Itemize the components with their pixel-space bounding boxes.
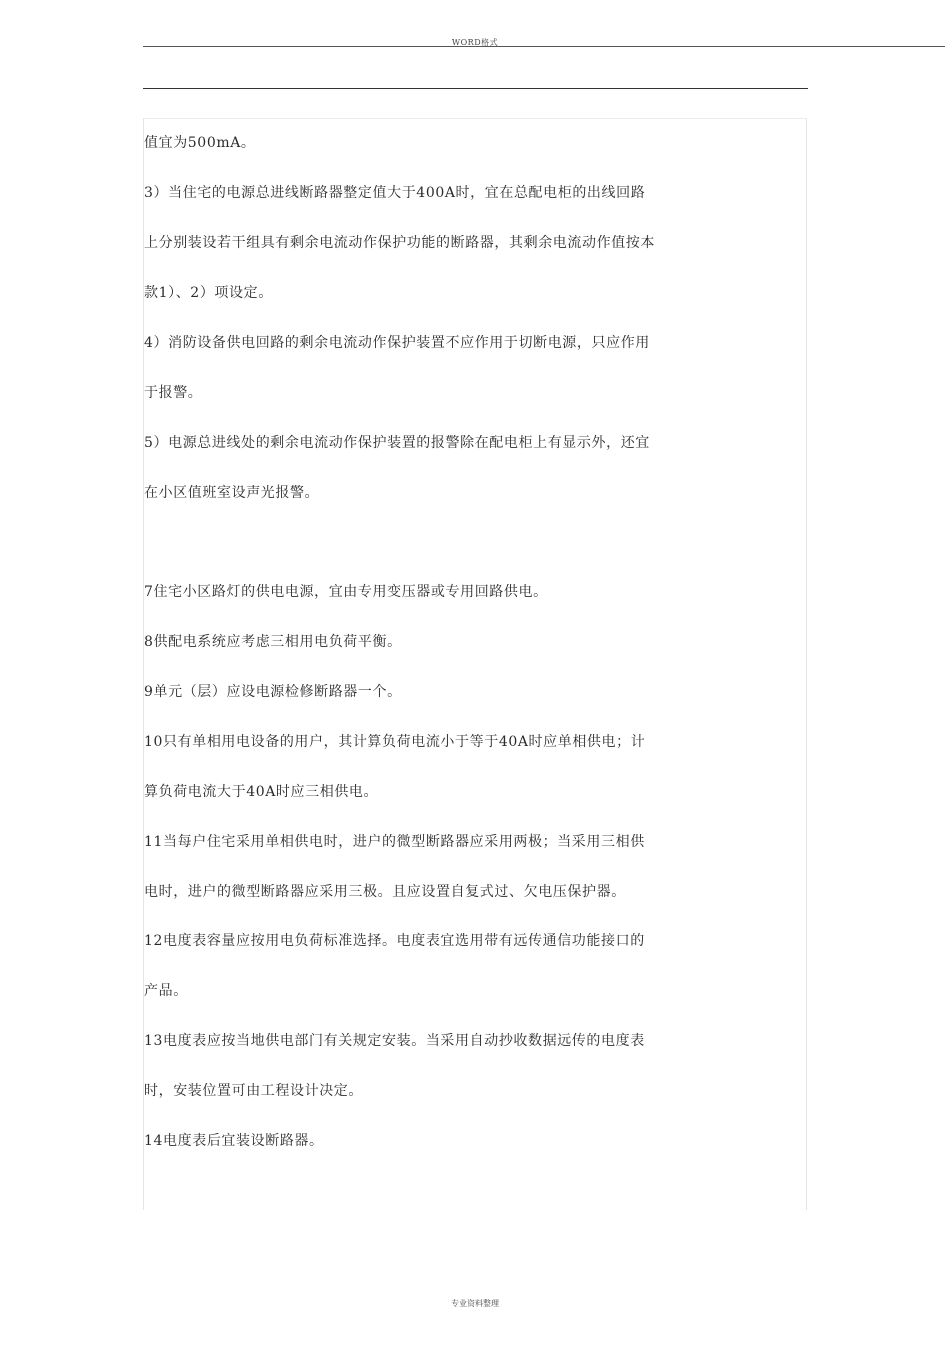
text-line: 3）当住宅的电源总进线断路器整定值大于400A时，宜在总配电柜的出线回路 <box>144 185 646 201</box>
header-rule <box>143 46 945 47</box>
page-footer-label: 专业资料整理 <box>451 1299 499 1308</box>
text-line: 10只有单相用电设备的用户，其计算负荷电流小于等于40A时应单相供电；计 <box>144 734 646 750</box>
text-line: 14电度表后宜装设断路器。 <box>144 1133 324 1149</box>
text-line: 产品。 <box>144 983 188 999</box>
text-line: 值宜为500mA。 <box>144 135 256 151</box>
text-line: 于报警。 <box>144 385 203 401</box>
text-line: 电时，进户的微型断路器应采用三极。且应设置自复式过、欠电压保护器。 <box>144 884 626 900</box>
text-line: 11当每户住宅采用单相供电时，进户的微型断路器应采用两极；当采用三相供 <box>144 834 645 850</box>
text-line: 5）电源总进线处的剩余电流动作保护装置的报警除在配电柜上有显示外，还宜 <box>144 435 650 451</box>
text-line: 12电度表容量应按用电负荷标准选择。电度表宜选用带有远传通信功能接口的 <box>144 933 645 949</box>
top-rule <box>143 88 808 89</box>
text-line: 上分别装设若干组具有剩余电流动作保护功能的断路器，其剩余电流动作值按本 <box>144 235 655 251</box>
text-line: 4）消防设备供电回路的剩余电流动作保护装置不应作用于切断电源，只应作用 <box>144 335 650 351</box>
text-line: 算负荷电流大于40A时应三相供电。 <box>144 784 379 800</box>
text-line: 9单元（层）应设电源检修断路器一个。 <box>144 684 402 700</box>
text-line: 13电度表应按当地供电部门有关规定安装。当采用自动抄收数据远传的电度表 <box>144 1033 645 1049</box>
text-line: 8供配电系统应考虑三相用电负荷平衡。 <box>144 634 402 650</box>
page-header-label: WORD格式 <box>451 38 499 47</box>
text-line: 7住宅小区路灯的供电电源，宜由专用变压器或专用回路供电。 <box>144 584 548 600</box>
text-line: 在小区值班室设声光报警。 <box>144 485 320 501</box>
text-line: 款1）、2）项设定。 <box>144 285 273 301</box>
text-line: 时，安装位置可由工程设计决定。 <box>144 1083 363 1099</box>
